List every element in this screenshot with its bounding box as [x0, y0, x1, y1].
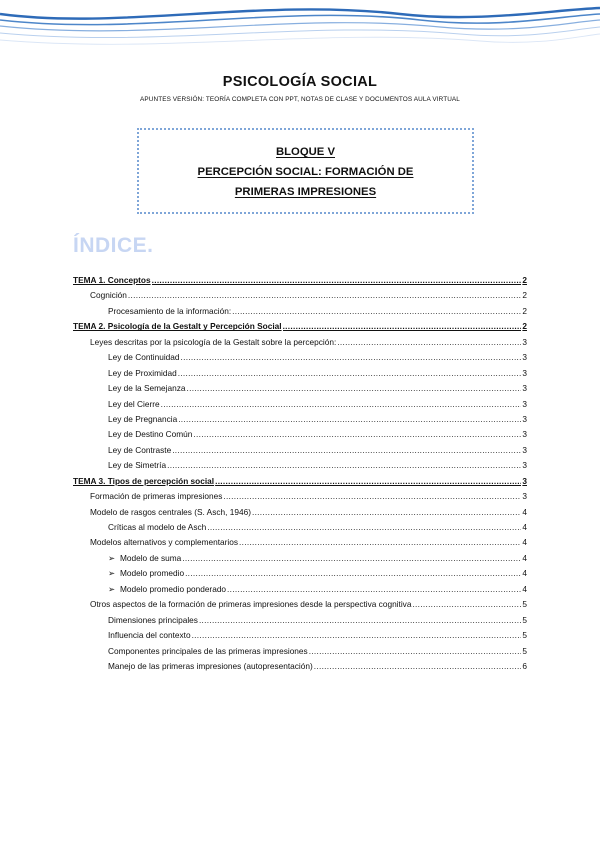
toc-dot-leader	[199, 615, 521, 625]
toc-entry[interactable]	[73, 352, 527, 367]
toc-entry-label	[90, 290, 127, 300]
toc-entry-label	[90, 599, 411, 609]
toc-entry-label	[73, 321, 282, 331]
toc-dot-leader	[172, 445, 521, 455]
toc-entry-label	[108, 352, 180, 362]
toc-page-number: 3	[522, 413, 527, 424]
toc-entry-text: TEMA 3. Tipos de percepción social	[73, 475, 215, 486]
toc-dot-leader	[193, 429, 521, 439]
toc-entry[interactable]	[73, 661, 527, 676]
toc-page-number: 4	[522, 537, 527, 548]
toc-entry-text: Modelo promedio ponderado	[119, 583, 227, 594]
index-heading: ÍNDICE.	[73, 234, 154, 257]
toc-entry-text: Modelo de rasgos centrales (S. Asch, 1946)	[90, 506, 251, 517]
toc-dot-leader	[161, 399, 522, 409]
toc-dot-leader	[178, 414, 521, 424]
toc-entry[interactable]	[73, 290, 527, 305]
toc-entry[interactable]	[73, 553, 527, 568]
toc-entry-text: Ley de Proximidad	[108, 367, 177, 378]
toc-dot-leader	[314, 661, 522, 671]
toc-entry-text: TEMA 2. Psicología de la Gestalt y Percepción Social	[73, 321, 282, 332]
toc-page-number: 2	[522, 305, 527, 316]
toc-dot-leader	[412, 599, 521, 609]
toc-entry-text: Cognición	[90, 290, 127, 301]
toc-entry-label	[108, 584, 226, 594]
toc-entry-text: Formación de primeras impresiones	[90, 491, 223, 502]
toc-dot-leader	[309, 646, 522, 656]
toc-entry[interactable]	[73, 445, 527, 460]
toc-page-number: 3	[522, 352, 527, 363]
toc-page-number: 4	[522, 522, 527, 532]
toc-dot-leader	[128, 290, 521, 300]
toc-entry-text: Dimensiones principales	[108, 614, 198, 625]
toc-entry-label	[108, 553, 181, 563]
toc-entry[interactable]	[73, 615, 527, 630]
toc-page-number: 3	[522, 491, 527, 502]
block-title-line-1: PERCEPCIÓN SOCIAL: FORMACIÓN DE	[197, 166, 414, 178]
toc-entry-label	[108, 414, 177, 424]
toc-entry-label	[90, 507, 251, 517]
toc-dot-leader	[185, 568, 521, 578]
toc-entry[interactable]	[73, 460, 527, 475]
toc-page-number: 3	[522, 336, 527, 347]
toc-entry-label	[108, 383, 186, 393]
toc-entry-label	[108, 460, 166, 470]
toc-entry-label	[108, 429, 192, 439]
toc-dot-leader	[167, 460, 521, 470]
toc-entry-text: Modelo promedio	[119, 568, 185, 579]
toc-dot-leader	[178, 368, 522, 378]
toc-entry-label	[73, 476, 214, 486]
toc-dot-leader	[187, 383, 522, 393]
document-title: PSICOLOGÍA SOCIAL	[222, 74, 378, 90]
toc-entry-text: Críticas al modelo de Asch	[108, 522, 207, 532]
toc-entry-label	[108, 615, 198, 625]
toc-entry-text: Ley del Cierre	[108, 398, 160, 409]
toc-entry[interactable]	[73, 630, 527, 645]
toc-entry-text: Ley de Contraste	[108, 444, 172, 455]
toc-dot-leader	[182, 553, 521, 563]
toc-entry[interactable]	[73, 337, 527, 352]
toc-page-number: 3	[522, 460, 527, 471]
toc-page-number: 3	[522, 398, 527, 409]
toc-entry-text: Ley de Destino Común	[108, 429, 193, 440]
toc-page-number: 3	[522, 383, 527, 394]
toc-dot-leader	[252, 507, 521, 517]
toc-dot-leader	[337, 337, 521, 347]
table-of-contents	[73, 275, 527, 676]
block-number: BLOQUE V	[276, 146, 335, 158]
toc-page-number: 4	[522, 552, 527, 563]
toc-entry-text: Ley de Continuidad	[108, 352, 180, 363]
toc-entry[interactable]	[73, 414, 527, 429]
toc-entry[interactable]	[73, 275, 527, 290]
toc-dot-leader	[152, 275, 522, 285]
arrow-bullet-icon: ➢	[108, 552, 115, 563]
toc-page-number: 5	[522, 614, 527, 625]
toc-dot-leader	[181, 352, 522, 362]
toc-entry-text: Componentes principales de las primeras impresiones	[108, 645, 308, 656]
toc-page-number: 5	[522, 645, 527, 656]
toc-entry[interactable]	[73, 522, 527, 537]
toc-entry-text: Manejo de las primeras impresiones (autopresentación)	[108, 660, 313, 671]
toc-entry-text: TEMA 1. Conceptos	[73, 275, 151, 285]
toc-entry-label	[108, 445, 171, 455]
toc-page-number: 4	[522, 506, 527, 517]
toc-entry-label	[73, 275, 151, 285]
toc-page-number: 3	[522, 444, 527, 455]
toc-page-number: 5	[522, 599, 527, 610]
toc-entry-text: Modelo de suma	[119, 552, 182, 563]
toc-entry-text: Influencia del contexto	[108, 630, 191, 641]
toc-dot-leader	[232, 306, 521, 316]
arrow-bullet-icon: ➢	[108, 568, 115, 579]
toc-entry-label	[108, 306, 231, 316]
toc-dot-leader	[283, 321, 522, 331]
toc-page-number: 3	[522, 429, 527, 440]
toc-page-number: 2	[522, 321, 527, 332]
toc-page-number: 3	[522, 367, 527, 378]
toc-entry-text: Leyes descritas por la psicología de la Gestalt sobre la percepción:	[90, 336, 337, 347]
document-subtitle: APUNTES VERSIÓN: TEORÍA COMPLETA CON PPT, NOTAS DE CLASE Y DOCUMENTOS AULA VIRTUAL	[140, 96, 460, 103]
toc-entry[interactable]	[73, 383, 527, 398]
toc-entry[interactable]	[73, 507, 527, 522]
toc-entry[interactable]	[73, 399, 527, 414]
toc-entry[interactable]	[73, 646, 527, 661]
header-wave-decoration	[0, 0, 600, 56]
toc-entry-text: Ley de Pregnancia	[108, 413, 178, 424]
toc-page-number: 2	[522, 275, 527, 285]
toc-entry[interactable]	[73, 537, 527, 552]
toc-page-number: 5	[522, 630, 527, 641]
toc-page-number: 4	[522, 568, 527, 579]
toc-page-number: 6	[522, 660, 527, 671]
toc-entry-text: Ley de la Semejanza	[108, 383, 186, 394]
toc-entry-label	[108, 399, 160, 409]
toc-entry-label	[108, 522, 206, 532]
toc-entry-text: Ley de Simetría	[108, 460, 167, 471]
toc-dot-leader	[223, 491, 521, 501]
toc-entry-text: Procesamiento de la información:	[108, 305, 232, 316]
toc-dot-leader	[192, 630, 522, 640]
toc-dot-leader	[227, 584, 521, 594]
toc-page-number: 3	[522, 475, 527, 486]
toc-entry-label	[108, 646, 308, 656]
toc-dot-leader	[215, 476, 521, 486]
toc-entry-label	[108, 661, 313, 671]
toc-page-number: 2	[522, 290, 527, 301]
toc-entry[interactable]	[73, 599, 527, 614]
toc-entry[interactable]	[73, 491, 527, 506]
toc-entry[interactable]	[73, 429, 527, 444]
toc-entry-text: Modelos alternativos y complementarios	[90, 537, 239, 548]
toc-entry[interactable]	[73, 568, 527, 583]
toc-entry[interactable]	[73, 476, 527, 491]
toc-entry[interactable]	[73, 368, 527, 383]
block-title-box	[137, 128, 474, 214]
toc-entry[interactable]	[73, 321, 527, 336]
toc-entry-label	[90, 537, 238, 547]
toc-entry-text: Otros aspectos de la formación de primeras impresiones desde la perspectiva cognitiva	[90, 599, 412, 610]
toc-page-number: 4	[522, 583, 527, 594]
toc-entry-label	[90, 491, 222, 501]
toc-entry-label	[90, 337, 336, 347]
toc-entry-label	[108, 568, 184, 578]
arrow-bullet-icon: ➢	[108, 583, 115, 594]
block-title-line-2: PRIMERAS IMPRESIONES	[234, 186, 377, 198]
toc-dot-leader	[239, 537, 521, 547]
toc-entry-label	[108, 368, 177, 378]
toc-entry-label	[108, 630, 191, 640]
toc-dot-leader	[207, 522, 521, 532]
toc-entry[interactable]	[73, 306, 527, 321]
toc-entry[interactable]	[73, 584, 527, 599]
